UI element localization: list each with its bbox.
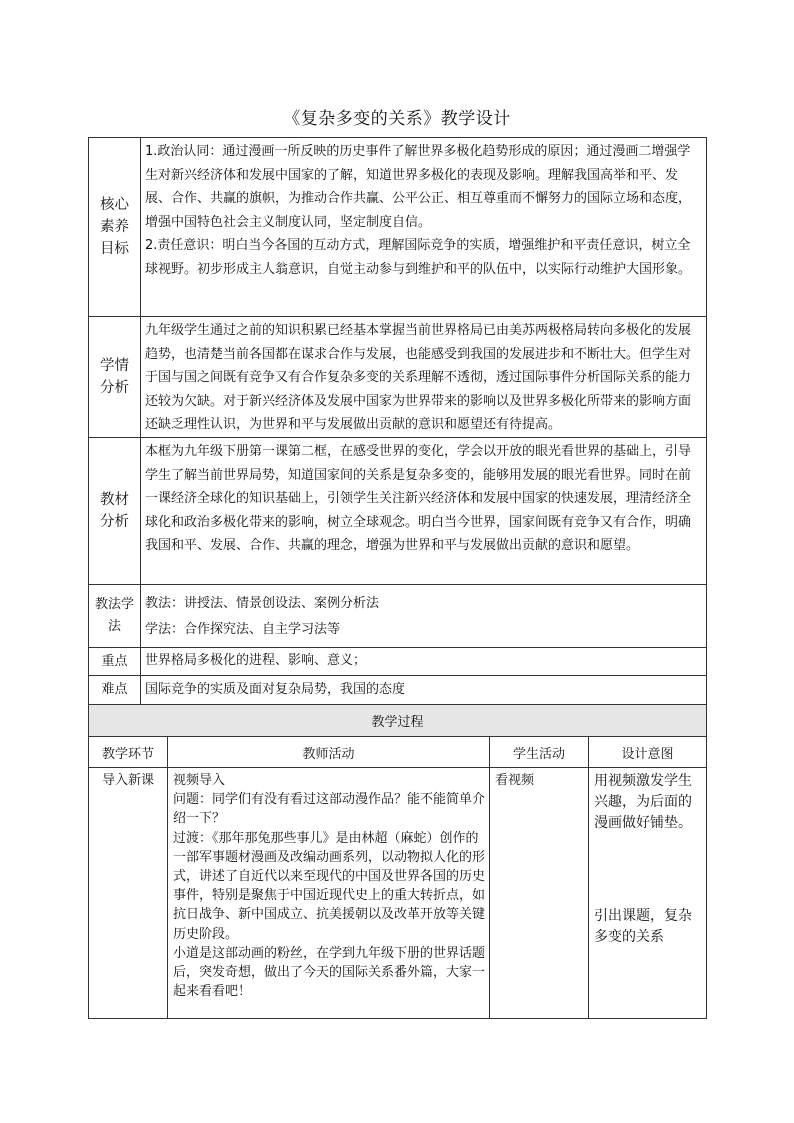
row-content-core [141, 138, 706, 316]
row-label-textbook: 教材分析 [89, 438, 141, 584]
teaching-method: 教法：讲授法、情景创设法、案例分析法 [145, 596, 380, 611]
row-difficult-point [89, 675, 706, 704]
process-row-intro [89, 767, 706, 1018]
lesson-plan-table [88, 137, 707, 1019]
teaching-process-band: 教学过程 [89, 704, 706, 736]
row-key-point [89, 647, 706, 675]
design-intent-1: 用视频激发学生兴趣，为后面的漫画做好铺垫。 [594, 773, 692, 831]
row-textbook-analysis [89, 437, 706, 584]
learning-method: 学法：合作探究法、自主学习法等 [145, 622, 341, 637]
header-teacher: 教师活动 [168, 737, 490, 767]
row-content-methods [141, 585, 706, 647]
document-title: 《复杂多变的关系》教学设计 [283, 109, 511, 129]
student-activity-cell: 看视频 [490, 768, 589, 1018]
header-stage: 教学环节 [89, 737, 168, 767]
header-intent: 设计意图 [621, 746, 674, 762]
process-header-row [89, 736, 706, 767]
row-label-key: 重点 [89, 648, 141, 675]
row-content-textbook: 本框为九年级下册第一课第二框，在感受世界的变化，学会以开放的眼光看世界的基础上，引导学生了解当前世界局势，知道国家间的关系是复杂多变的，能够用发展的眼光看世界。同时在前一课经济全球化的知识基础上，引领学生关注新兴经济体和发展中国家的快速发展，理清经济全球化和政治多极化带来的影响，树立全球观念。明白当今世界，国家间既有竞争又有合作，明确我国和平、发展、合作、共赢的理念，增强为世界和平与发展做出贡献的意识和愿望。 [145, 444, 692, 553]
row-core-literacy [89, 138, 706, 316]
row-content-difficult: 国际竞争的实质及面对复杂局势，我国的态度 [145, 682, 406, 697]
row-label-core: 核心素养目标 [89, 138, 141, 316]
header-student: 学生活动 [490, 737, 589, 767]
teacher-activity-line: 视频导入 [173, 773, 226, 788]
design-intent-2: 引出课题，复杂多变的关系 [594, 908, 692, 945]
teacher-activity-line: 小道是这部动画的粉丝，在学到九年级下册的世界话题后，突发奇想，做出了今天的国际关系番外篇，大家一起来看看吧！ [173, 945, 486, 1000]
teacher-activity-cell [168, 768, 490, 1018]
row-label-student: 学情分析 [89, 317, 141, 437]
row-methods [89, 584, 706, 647]
teacher-activity-line: 问题：同学们有没有看过这部动漫作品？能不能简单介绍一下？ [173, 792, 486, 827]
stage-cell: 导入新课 [89, 768, 168, 1018]
row-label-difficult: 难点 [89, 676, 141, 704]
teacher-activity-line: 过渡：《那年那兔那些事儿》是由林超（麻蛇）创作的一部军事题材漫画及改编动画系列，以动物拟人化的形式，讲述了自近代以来至现代的中国及世界各国的历史事件，特别是聚焦于中国近现代史上的重大转折点，如抗日战争、新中国成立、抗美援朝以及改革开放等关键历史阶段。 [173, 830, 486, 942]
row-content-key: 世界格局多极化的进程、影响、意义； [145, 653, 367, 668]
row-label-methods: 教法学法 [89, 585, 141, 647]
core-goal-politics: 1.政治认同：通过漫画一所反映的历史事件了解世界多极化趋势形成的原因；通过漫画二增强学生对新兴经济体和发展中国家的了解，知道世界多极化的表现及影响。理解我国高举和平、发展、合作、共赢的旗帜，为推动合作共赢、公平公正、相互尊重而不懈努力的国际立场和态度，增强中国特色社会主义制度认同，坚定制度自信。 [145, 144, 692, 230]
design-intent-cell [589, 768, 706, 1018]
core-goal-responsibility: 2.责任意识：明白当今各国的互动方式，理解国际竞争的实质，增强维护和平责任意识，树立全球视野。初步形成主人翁意识，自觉主动参与到维护和平的队伍中，以实际行动维护大国形象。 [145, 238, 692, 277]
row-content-student: 九年级学生通过之前的知识积累已经基本掌握当前世界格局已由美苏两极格局转向多极化的发展趋势，也清楚当前各国都在谋求合作与发展，也能感受到我国的发展进步和不断壮大。但学生对于国与国之间既有竞争又有合作复杂多变的关系理解不透彻，透过国际事件分析国际关系的能力还较为欠缺。对于新兴经济体及发展中国家为世界带来的影响以及世界多极化所带来的影响方面还缺乏理性认识，为世界和平与发展做出贡献的意识和愿望还有待提高。 [145, 323, 692, 432]
row-student-analysis [89, 316, 706, 437]
